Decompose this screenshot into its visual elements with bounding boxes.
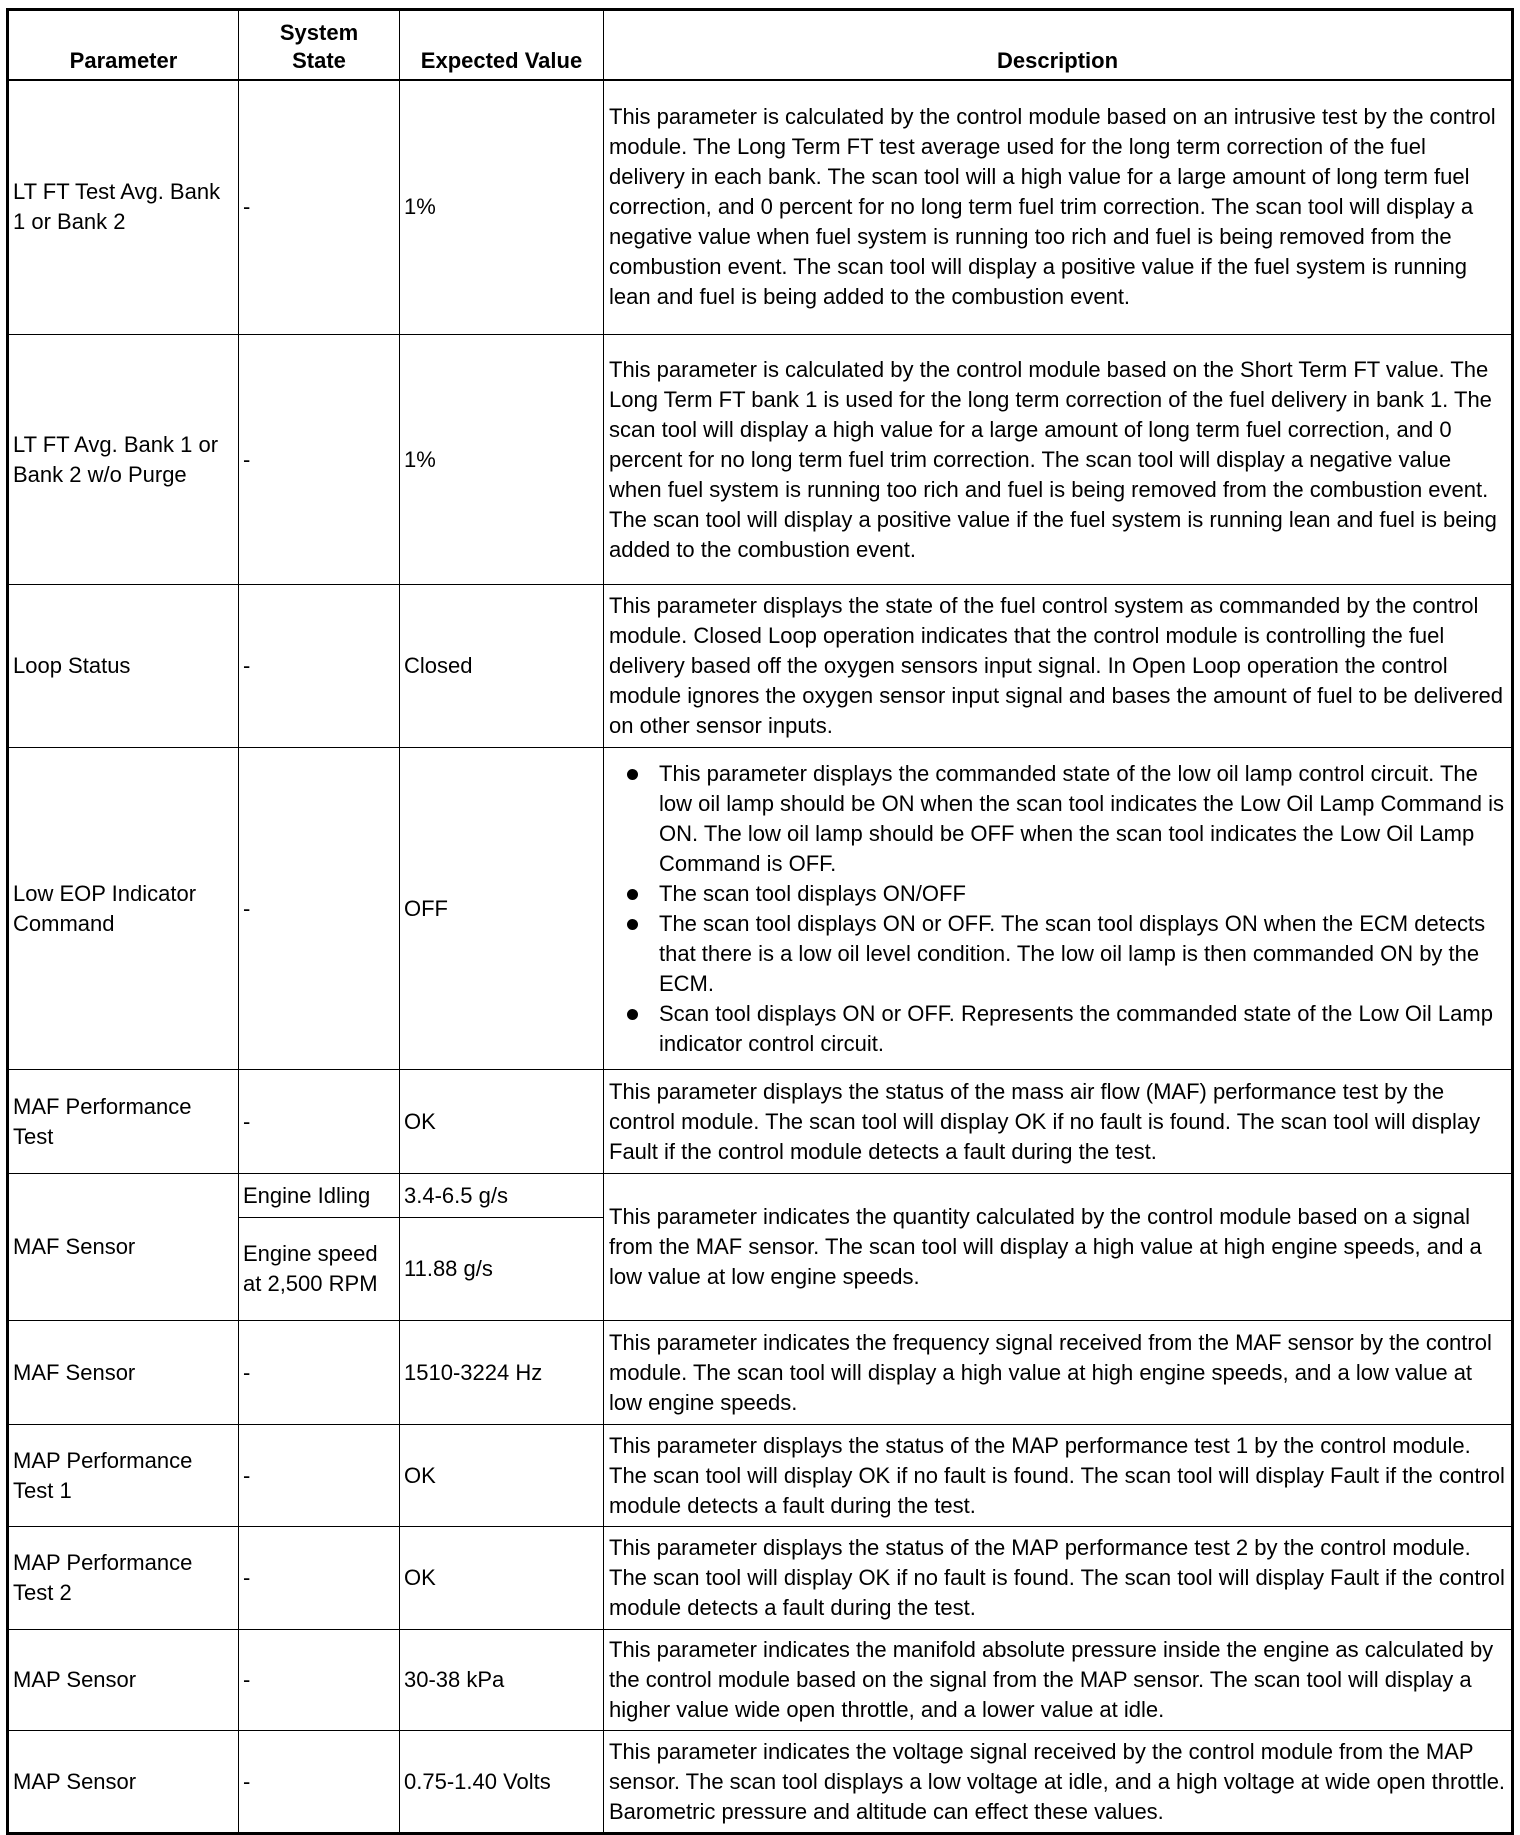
system-state-cell: -: [239, 585, 400, 748]
parameter-cell: MAP Sensor: [8, 1731, 239, 1834]
description-cell: This parameter is calculated by the control module based on an intrusive test by the control module. The Long Term FT test average used for the long term correction of the fuel delivery in each bank. The scan tool will a high value for a large amount of long term fuel correction, and 0 percent for no long term fuel trim correction. The scan tool will display a negative value when fuel system is running too rich and fuel is being removed from the combustion event. The scan tool will display a positive value if the fuel system is running lean and fuel is being added to the combustion event.: [604, 80, 1513, 335]
system-state-cell: -: [239, 1527, 400, 1630]
system-state-cell: -: [239, 80, 400, 335]
expected-value-cell: OK: [400, 1425, 604, 1527]
system-state-cell: -: [239, 748, 400, 1070]
parameter-cell: MAF Performance Test: [8, 1070, 239, 1174]
system-state-cell: -: [239, 335, 400, 585]
parameter-cell: LT FT Test Avg. Bank 1 or Bank 2: [8, 80, 239, 335]
system-state-cell: -: [239, 1321, 400, 1425]
bullet-item: The scan tool displays ON or OFF. The scan tool displays ON when the ECM detects that there is a low oil level condition. The low oil lamp is then commanded ON by the ECM.: [659, 909, 1506, 999]
expected-value-cell: 1%: [400, 335, 604, 585]
parameter-cell: MAF Sensor: [8, 1174, 239, 1321]
system-state-cell: -: [239, 1070, 400, 1174]
system-state-cell: Engine speed at 2,500 RPM: [239, 1218, 400, 1321]
description-cell: [604, 748, 1513, 1070]
table-row: [8, 1070, 1513, 1174]
parameter-cell: MAF Sensor: [8, 1321, 239, 1425]
system-state-cell: -: [239, 1425, 400, 1527]
header-expected-value: Expected Value: [400, 10, 604, 80]
table-row: [8, 748, 1513, 1070]
expected-value-cell: Closed: [400, 585, 604, 748]
expected-value-cell: 1510-3224 Hz: [400, 1321, 604, 1425]
header-parameter: Parameter: [8, 10, 239, 80]
header-row: [8, 10, 1513, 80]
description-cell: This parameter indicates the quantity calculated by the control module based on a signal from the MAF sensor. The scan tool will display a high value at high engine speeds, and a low value at low engine speeds.: [604, 1174, 1513, 1321]
parameter-cell: MAP Performance Test 2: [8, 1527, 239, 1630]
description-cell: This parameter displays the status of the mass air flow (MAF) performance test by the control module. The scan tool will display OK if no fault is found. The scan tool will display Fault if the control module detects a fault during the test.: [604, 1070, 1513, 1174]
table-row: [8, 1527, 1513, 1630]
expected-value-cell: OK: [400, 1527, 604, 1630]
header-system-state: System State: [239, 10, 400, 80]
description-cell: This parameter displays the status of the MAP performance test 1 by the control module. The scan tool will display OK if no fault is found. The scan tool will display Fault if the control module detects a fault during the test.: [604, 1425, 1513, 1527]
bullet-item: Scan tool displays ON or OFF. Represents the commanded state of the Low Oil Lamp indicator control circuit.: [659, 999, 1506, 1059]
parameter-cell: Loop Status: [8, 585, 239, 748]
table-row: [8, 1174, 1513, 1218]
table-row: [8, 1425, 1513, 1527]
description-cell: This parameter indicates the frequency signal received from the MAF sensor by the control module. The scan tool will display a high value at high engine speeds, and a low value at low engine speeds.: [604, 1321, 1513, 1425]
expected-value-cell: 3.4-6.5 g/s: [400, 1174, 604, 1218]
description-cell: This parameter displays the status of the MAP performance test 2 by the control module. The scan tool will display OK if no fault is found. The scan tool will display Fault if the control module detects a fault during the test.: [604, 1527, 1513, 1630]
table-row: [8, 1630, 1513, 1731]
expected-value-cell: OK: [400, 1070, 604, 1174]
parameter-table: [6, 8, 1514, 1835]
parameter-cell: MAP Performance Test 1: [8, 1425, 239, 1527]
bullet-item: This parameter displays the commanded state of the low oil lamp control circuit. The low oil lamp should be ON when the scan tool indicates the Low Oil Lamp Command is ON. The low oil lamp should be OFF when the scan tool indicates the Low Oil Lamp Command is OFF.: [659, 759, 1506, 879]
header-description: Description: [604, 10, 1513, 80]
expected-value-cell: 11.88 g/s: [400, 1218, 604, 1321]
system-state-cell: -: [239, 1630, 400, 1731]
system-state-cell: Engine Idling: [239, 1174, 400, 1218]
table-row: [8, 1731, 1513, 1834]
bullet-list: [609, 759, 1506, 1059]
description-cell: This parameter is calculated by the control module based on the Short Term FT value. The Long Term FT bank 1 is used for the long term correction of the fuel delivery in bank 1. The scan tool will display a high value for a large amount of long term fuel correction, and 0 percent for no long term fuel trim correction. The scan tool will display a negative value when fuel system is running too rich and fuel is being removed from the combustion event. The scan tool will display a positive value if the fuel system is running lean and fuel is being added to the combustion event.: [604, 335, 1513, 585]
description-cell: This parameter indicates the manifold absolute pressure inside the engine as calculated by the control module based on the signal from the MAP sensor. The scan tool will display a higher value wide open throttle, and a lower value at idle.: [604, 1630, 1513, 1731]
expected-value-cell: 0.75-1.40 Volts: [400, 1731, 604, 1834]
parameter-cell: MAP Sensor: [8, 1630, 239, 1731]
parameter-cell: LT FT Avg. Bank 1 or Bank 2 w/o Purge: [8, 335, 239, 585]
expected-value-cell: 30-38 kPa: [400, 1630, 604, 1731]
table-row: [8, 80, 1513, 335]
parameter-cell: Low EOP Indicator Command: [8, 748, 239, 1070]
description-cell: This parameter displays the state of the fuel control system as commanded by the control module. Closed Loop operation indicates that the control module is controlling the fuel delivery based off the oxygen sensors input signal. In Open Loop operation the control module ignores the oxygen sensor input signal and bases the amount of fuel to be delivered on other sensor inputs.: [604, 585, 1513, 748]
table-row: [8, 335, 1513, 585]
bullet-item: The scan tool displays ON/OFF: [659, 879, 1506, 909]
table-row: [8, 585, 1513, 748]
expected-value-cell: OFF: [400, 748, 604, 1070]
expected-value-cell: 1%: [400, 80, 604, 335]
table-row: [8, 1321, 1513, 1425]
system-state-cell: -: [239, 1731, 400, 1834]
description-cell: This parameter indicates the voltage signal received by the control module from the MAP sensor. The scan tool displays a low voltage at idle, and a high voltage at wide open throttle. Barometric pressure and altitude can effect these values.: [604, 1731, 1513, 1834]
